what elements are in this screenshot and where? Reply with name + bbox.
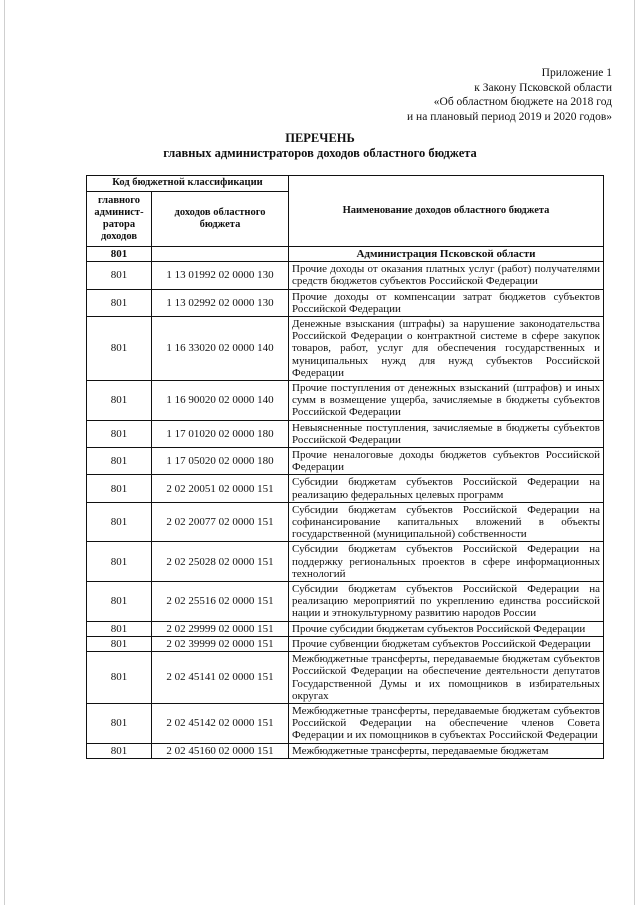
- income-code-cell: 1 17 01020 02 0000 180: [152, 420, 289, 447]
- table-row: [87, 289, 604, 316]
- table-row: [87, 621, 604, 636]
- admin-code-cell: 801: [87, 542, 152, 582]
- appendix-line: и на плановый период 2019 и 2020 годов»: [407, 110, 612, 123]
- admin-code-cell: 801: [87, 703, 152, 743]
- income-code-cell: 1 17 05020 02 0000 180: [152, 448, 289, 475]
- table-row: [87, 420, 604, 447]
- appendix-header: [407, 66, 612, 124]
- income-name-cell: Прочие поступления от денежных взысканий (штрафов) и иных сумм в возмещение ущерба, зачисляемые в бюджеты субъектов Российской Федерации: [289, 381, 604, 421]
- administrators-table: [86, 175, 604, 759]
- admin-code-cell: 801: [87, 582, 152, 622]
- income-code-cell: 1 16 90020 02 0000 140: [152, 381, 289, 421]
- income-name-cell: Невыясненные поступления, зачисляемые в бюджеты субъектов Российской Федерации: [289, 420, 604, 447]
- admin-code-cell: 801: [87, 502, 152, 542]
- table-row: [87, 542, 604, 582]
- table-row: [87, 502, 604, 542]
- admin-code-cell: 801: [87, 289, 152, 316]
- income-name-cell: Субсидии бюджетам субъектов Российской Федерации на реализацию федеральных целевых программ: [289, 475, 604, 502]
- income-name-cell: Субсидии бюджетам субъектов Российской Федерации на реализацию мероприятий по укреплению единства российской нации и этнокультурному развитию народов России: [289, 582, 604, 622]
- section-row: [87, 247, 604, 262]
- income-name-cell: Прочие доходы от оказания платных услуг (работ) получателями средств бюджетов субъектов Российской Федерации: [289, 262, 604, 289]
- income-code-cell: 2 02 25516 02 0000 151: [152, 582, 289, 622]
- table-row: [87, 381, 604, 421]
- income-code-cell: 1 13 01992 02 0000 130: [152, 262, 289, 289]
- header-admin: главного админист-ратора доходов: [87, 192, 152, 247]
- table-row: [87, 636, 604, 651]
- appendix-line: Приложение 1: [541, 67, 612, 79]
- income-name-cell: Прочие субвенции бюджетам субъектов Российской Федерации: [289, 636, 604, 651]
- table-row: [87, 448, 604, 475]
- header-name: Наименование доходов областного бюджета: [289, 176, 604, 247]
- appendix-line: «Об областном бюджете на 2018 год: [433, 96, 612, 108]
- admin-code-cell: 801: [87, 743, 152, 758]
- table-row: [87, 703, 604, 743]
- income-name-cell: Субсидии бюджетам субъектов Российской Федерации на поддержку региональных проектов в сфере информационных технологий: [289, 542, 604, 582]
- income-code-cell: 1 16 33020 02 0000 140: [152, 317, 289, 381]
- admin-code-cell: 801: [87, 381, 152, 421]
- income-code-cell: 2 02 20077 02 0000 151: [152, 502, 289, 542]
- income-name-cell: Прочие субсидии бюджетам субъектов Российской Федерации: [289, 621, 604, 636]
- income-name-cell: Прочие доходы от компенсации затрат бюджетов субъектов Российской Федерации: [289, 289, 604, 316]
- admin-code-cell: 801: [87, 475, 152, 502]
- table-row: [87, 317, 604, 381]
- admin-code-cell: 801: [87, 420, 152, 447]
- title-sub: главных администраторов доходов областного бюджета: [163, 146, 477, 160]
- income-name-cell: Межбюджетные трансферты, передаваемые бюджетам субъектов Российской Федерации на обеспечение деятельности депутатов Государственной Думы и их помощников в избирательных округах: [289, 652, 604, 704]
- document-title: [0, 131, 640, 161]
- table-row: [87, 475, 604, 502]
- income-code-cell: 2 02 45141 02 0000 151: [152, 652, 289, 704]
- title-main: ПЕРЕЧЕНЬ: [285, 131, 355, 145]
- header-income: доходов областного бюджета: [152, 192, 289, 247]
- admin-code-cell: 801: [87, 652, 152, 704]
- income-code-cell: 2 02 20051 02 0000 151: [152, 475, 289, 502]
- admin-code-cell: 801: [87, 262, 152, 289]
- header-group: Код бюджетной классификации: [87, 176, 289, 192]
- income-code-cell: 1 13 02992 02 0000 130: [152, 289, 289, 316]
- income-name-cell: Межбюджетные трансферты, передаваемые бюджетам субъектов Российской Федерации на обеспечение членов Совета Федерации и их помощников в субъектах Российской Федерации: [289, 703, 604, 743]
- income-code-cell: 2 02 39999 02 0000 151: [152, 636, 289, 651]
- income-name-cell: Межбюджетные трансферты, передаваемые бюджетам: [289, 743, 604, 758]
- income-name-cell: Прочие неналоговые доходы бюджетов субъектов Российской Федерации: [289, 448, 604, 475]
- income-code-cell: 2 02 45142 02 0000 151: [152, 703, 289, 743]
- table-row: [87, 582, 604, 622]
- admin-code-cell: 801: [87, 317, 152, 381]
- table-row: [87, 743, 604, 758]
- table-row: [87, 262, 604, 289]
- table-row: [87, 652, 604, 704]
- section-code: 801: [87, 247, 152, 262]
- admin-code-cell: 801: [87, 636, 152, 651]
- admin-code-cell: 801: [87, 621, 152, 636]
- income-code-cell: 2 02 29999 02 0000 151: [152, 621, 289, 636]
- income-code-cell: 2 02 45160 02 0000 151: [152, 743, 289, 758]
- admin-code-cell: 801: [87, 448, 152, 475]
- income-code-cell: 2 02 25028 02 0000 151: [152, 542, 289, 582]
- appendix-line: к Закону Псковской области: [474, 81, 612, 94]
- section-name: Администрация Псковской области: [289, 247, 604, 262]
- income-name-cell: Субсидии бюджетам субъектов Российской Федерации на софинансирование капитальных вложений в объекты государственной (муниципальной) собственности: [289, 502, 604, 542]
- income-name-cell: Денежные взыскания (штрафы) за нарушение законодательства Российской Федерации о контрактной системе в сфере закупок товаров, работ, услуг для обеспечения государственных и муниципальных нужд для нужд субъектов Российской Федерации: [289, 317, 604, 381]
